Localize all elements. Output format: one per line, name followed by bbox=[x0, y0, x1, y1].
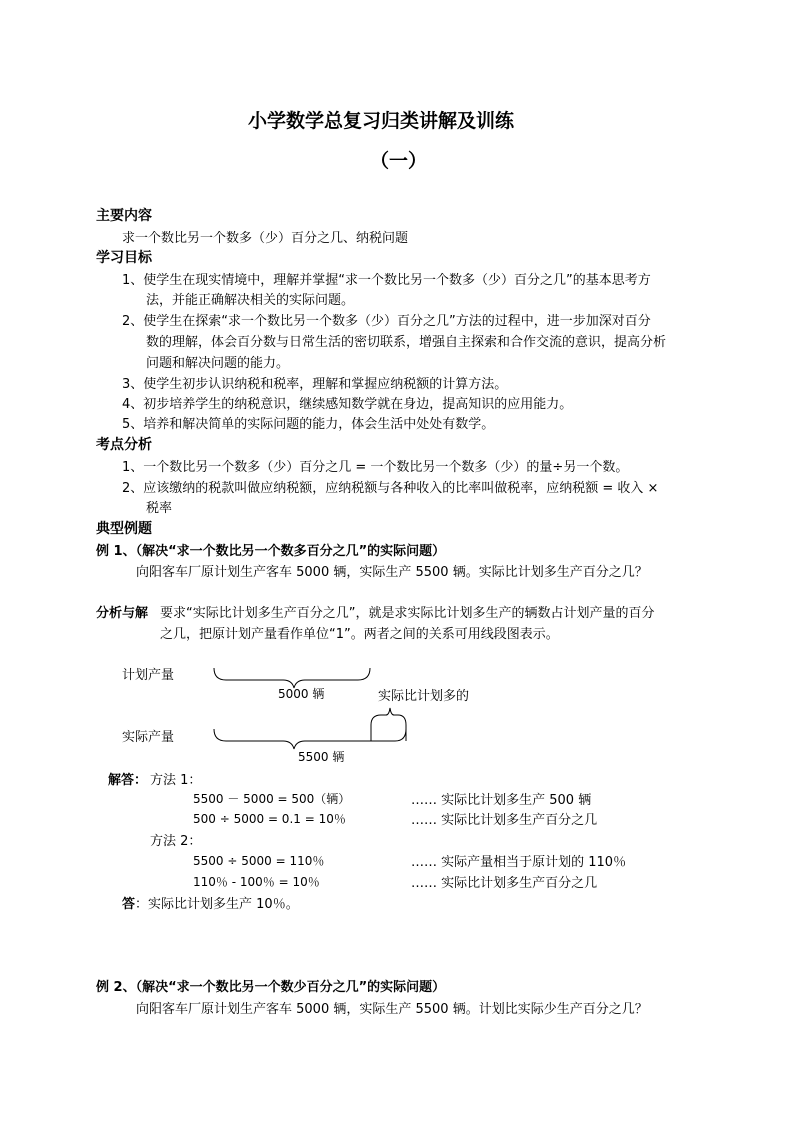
method-1-label: 方法 1： bbox=[150, 773, 202, 788]
goal-item: 3、使学生初步认识纳税和税率，理解和掌握应纳税额的计算方法。 bbox=[122, 377, 508, 392]
plan-value-label: 5000 辆 bbox=[278, 687, 325, 701]
method-2-expr-2: 110％ - 100％ = 10％ bbox=[193, 875, 320, 889]
method-2-label: 方法 2： bbox=[150, 834, 202, 849]
goal-item: 法，并能正确解决相关的实际问题。 bbox=[146, 293, 355, 308]
analysis-line: 之几，把原计划产量看作单位“1”。两者之间的关系可用线段图表示。 bbox=[160, 627, 559, 642]
extra-label: 实际比计划多的 bbox=[378, 689, 470, 704]
actual-brace bbox=[214, 729, 406, 749]
goal-item: 1、使学生在现实情境中，理解并掌握“求一个数比另一个数多（少）百分之几”的基本思考方 bbox=[122, 273, 651, 288]
goal-item: 数的理解，体会百分数与日常生活的密切联系，增强自主探索和合作交流的意识，提高分析 bbox=[146, 335, 667, 350]
goal-item: 问题和解决问题的能力。 bbox=[146, 356, 290, 371]
goal-item: 5、培养和解决简单的实际问题的能力，体会生活中处处有数学。 bbox=[122, 417, 495, 432]
method-1-expr-2: 500 ÷ 5000 = 0.1 = 10％ bbox=[193, 812, 346, 826]
analysis-item: 税率 bbox=[146, 501, 173, 516]
example-2-label: 例 2、（解决“求一个数比另一个数少百分之几”的实际问题） bbox=[96, 980, 446, 995]
main-content-text: 求一个数比另一个数多（少）百分之几、纳税问题 bbox=[122, 231, 409, 246]
analysis-item: 1、一个数比另一个数多（少）百分之几 = 一个数比另一个数多（少）的量÷另一个数。 bbox=[122, 460, 629, 475]
example-2-question: 向阳客车厂原计划生产客车 5000 辆，实际生产 5500 辆。计划比实际少生产百分之几？ bbox=[136, 1002, 648, 1017]
method-2-note-2: …… 实际比计划多生产百分之几 bbox=[411, 876, 598, 891]
analysis-label: 分析与解 bbox=[96, 606, 149, 621]
examples-heading: 典型例题 bbox=[96, 521, 152, 537]
page-subtitle: （一） bbox=[370, 150, 428, 172]
analysis-item: 2、应该缴纳的税款叫做应纳税额，应纳税额与各种收入的比率叫做税率，应纳税额 = 收入 × bbox=[122, 481, 659, 496]
extra-brace bbox=[371, 708, 406, 741]
method-1-expr-1: 5500 － 5000 = 500（辆） bbox=[193, 792, 351, 806]
final-answer-text: ：实际比计划多生产 10％。 bbox=[135, 897, 299, 912]
method-2-note-1: …… 实际产量相当于原计划的 110％ bbox=[411, 855, 627, 870]
goals-heading: 学习目标 bbox=[96, 250, 152, 266]
goal-item: 4、初步培养学生的纳税意识，继续感知数学就在身边，提高知识的应用能力。 bbox=[122, 397, 573, 412]
method-1-note-1: …… 实际比计划多生产 500 辆 bbox=[411, 793, 592, 808]
example-1-label: 例 1、（解决“求一个数比另一个数多百分之几”的实际问题） bbox=[96, 544, 446, 559]
example-1-question: 向阳客车厂原计划生产客车 5000 辆，实际生产 5500 辆。实际比计划多生产百分之几？ bbox=[136, 565, 648, 580]
main-content-heading: 主要内容 bbox=[96, 208, 152, 224]
answer-label: 解答： bbox=[108, 773, 148, 788]
analysis-line: 要求“实际比计划多生产百分之几”，就是求实际比计划多生产的辆数占计划产量的百分 bbox=[160, 606, 655, 621]
final-answer-label: 答 bbox=[122, 897, 136, 912]
method-1-note-2: …… 实际比计划多生产百分之几 bbox=[411, 813, 598, 828]
final-answer bbox=[122, 893, 299, 912]
page-title: 小学数学总复习归类讲解及训练 bbox=[248, 110, 515, 132]
goal-item: 2、使学生在探索“求一个数比另一个数多（少）百分之几”方法的过程中，进一步加深对百分 bbox=[122, 314, 651, 329]
analysis-heading: 考点分析 bbox=[96, 437, 152, 453]
actual-value-label: 5500 辆 bbox=[298, 750, 345, 764]
plan-label: 计划产量 bbox=[122, 668, 175, 683]
actual-label: 实际产量 bbox=[122, 730, 175, 745]
method-2-expr-1: 5500 ÷ 5000 = 110％ bbox=[193, 854, 325, 868]
